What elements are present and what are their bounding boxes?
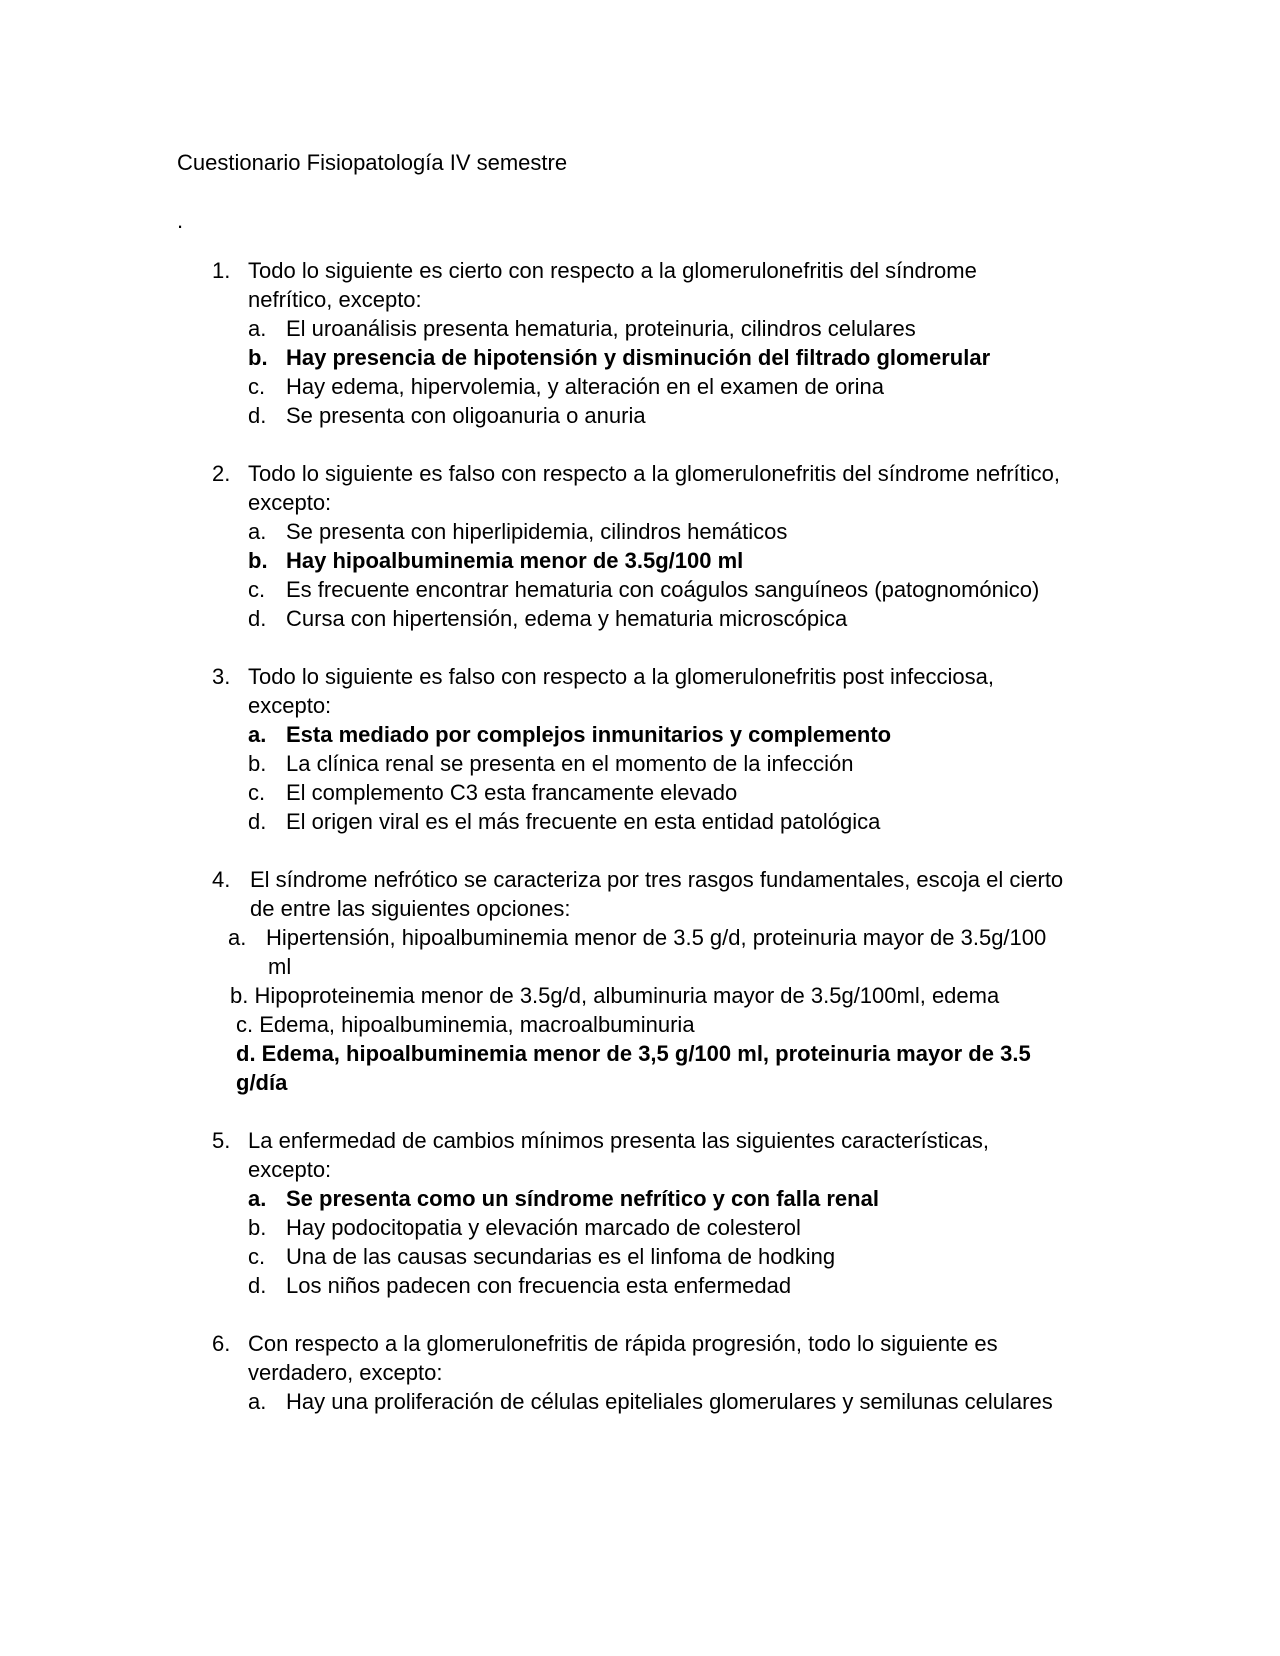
question-number: 2. [212,461,231,486]
option-text: La clínica renal se presenta en el momento de la infección [286,751,854,776]
question-stem-line: nefrítico, excepto: [248,287,422,312]
question-stem-line: excepto: [248,693,332,718]
option-letter: a. [248,519,267,544]
option-letter: d. [248,403,267,428]
option-letter-correct: a. [248,1186,267,1211]
option-letter-correct: a. [248,722,267,747]
option-letter: a. [248,316,267,341]
question-stem-line: excepto: [248,1157,332,1182]
option-text-correct: d. Edema, hipoalbuminemia menor de 3,5 g/100 ml, proteinuria mayor de 3.5 [236,1041,1031,1066]
option-letter: c. [248,1244,266,1269]
option-letter: d. [248,606,267,631]
option-letter: b. [248,1215,267,1240]
question-number: 3. [212,664,231,689]
option-letter: d. [248,809,267,834]
option-letter: d. [248,1273,267,1298]
document-title: Cuestionario Fisiopatología IV semestre [177,150,568,175]
option-text: El origen viral es el más frecuente en esta entidad patológica [286,809,881,834]
option-text: Se presenta con hiperlipidemia, cilindros hemáticos [286,519,788,544]
option-text-continuation: ml [268,954,292,979]
question-stem-line: excepto: [248,490,332,515]
question-stem-line: Con respecto a la glomerulonefritis de rápida progresión, todo lo siguiente es [248,1331,998,1356]
option-text: Hay una proliferación de células epiteliales glomerulares y semilunas celulares [286,1389,1053,1414]
option-text-correct: Hay hipoalbuminemia menor de 3.5g/100 ml [286,548,744,573]
option-text-correct: Hay presencia de hipotensión y disminución del filtrado glomerular [286,345,991,370]
option-text: b. Hipoproteinemia menor de 3.5g/d, albuminuria mayor de 3.5g/100ml, edema [230,983,1000,1008]
option-text: Los niños padecen con frecuencia esta enfermedad [286,1273,792,1298]
option-text: Se presenta con oligoanuria o anuria [286,403,646,428]
question-stem-line: Todo lo siguiente es falso con respecto a la glomerulonefritis del síndrome nefrítico, [248,461,1060,486]
separator-dot: . [177,208,184,233]
option-text-correct: Esta mediado por complejos inmunitarios y complemento [286,722,892,747]
question-number: 1. [212,258,231,283]
question-number: 5. [212,1128,231,1153]
option-letter-correct: b. [248,548,268,573]
question-stem-line: verdadero, excepto: [248,1360,443,1385]
question-stem-line: Todo lo siguiente es cierto con respecto a la glomerulonefritis del síndrome [248,258,977,283]
option-text: Hay podocitopatia y elevación marcado de colesterol [286,1215,801,1240]
option-text: El complemento C3 esta francamente elevado [286,780,738,805]
option-text: Hipertensión, hipoalbuminemia menor de 3.5 g/d, proteinuria mayor de 3.5g/100 [266,925,1047,950]
option-letter: b. [248,751,267,776]
option-text-continuation-correct: g/día [236,1070,288,1095]
option-letter: c. [248,780,266,805]
option-text: El uroanálisis presenta hematuria, proteinuria, cilindros celulares [286,316,916,341]
option-text: Cursa con hipertensión, edema y hematuria microscópica [286,606,848,631]
question-stem-line: El síndrome nefrótico se caracteriza por tres rasgos fundamentales, escoja el cierto [250,867,1064,892]
option-letter-correct: b. [248,345,268,370]
option-letter: c. [248,374,266,399]
question-number: 6. [212,1331,231,1356]
option-text: Una de las causas secundarias es el linfoma de hodking [286,1244,836,1269]
question-stem-line: de entre las siguientes opciones: [250,896,571,921]
option-letter: a. [248,1389,267,1414]
option-text: c. Edema, hipoalbuminemia, macroalbuminuria [236,1012,695,1037]
option-text-correct: Se presenta como un síndrome nefrítico y con falla renal [286,1186,879,1211]
question-stem-line: La enfermedad de cambios mínimos presenta las siguientes características, [248,1128,990,1153]
question-stem-line: Todo lo siguiente es falso con respecto a la glomerulonefritis post infecciosa, [248,664,994,689]
question-number: 4. [212,867,231,892]
option-text: Es frecuente encontrar hematuria con coágulos sanguíneos (patognomónico) [286,577,1040,602]
option-letter: a. [228,925,247,950]
option-text: Hay edema, hipervolemia, y alteración en el examen de orina [286,374,884,399]
option-letter: c. [248,577,266,602]
